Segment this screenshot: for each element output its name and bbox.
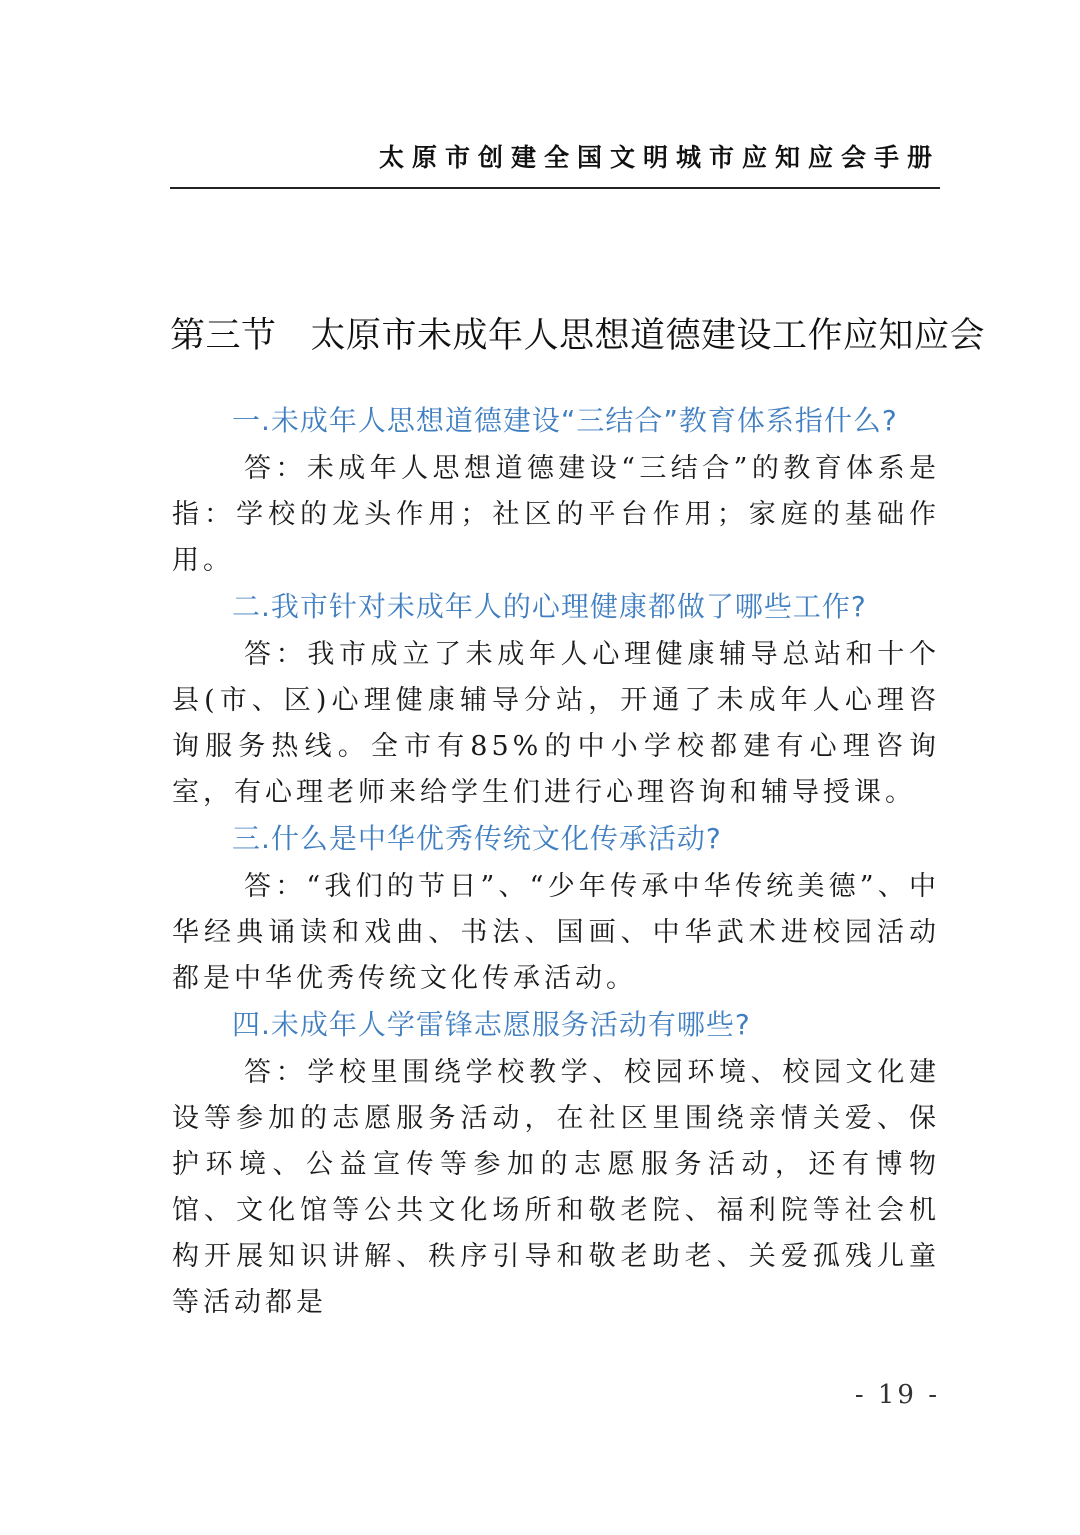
question-1: 一.未成年人思想道德建设“三结合”教育体系指什么? — [232, 404, 898, 437]
section-title — [170, 308, 986, 358]
question-2: 二.我市针对未成年人的心理健康都做了哪些工作? — [232, 590, 867, 623]
section-heading: 太原市未成年人思想道德建设工作应知应会 — [310, 316, 986, 357]
answer-1: 答：未成年人思想道德建设“三结合”的教育体系是指：学校的龙头作用；社区的平台作用；家庭的基础作用。 — [172, 453, 940, 576]
answer-2: 答：我市成立了未成年人心理健康辅导总站和十个县(市、区)心理健康辅导分站，开通了未成年人心理咨询服务热线。全市有85%的中小学校都建有心理咨询室，有心理老师来给学生们进行心理咨询和辅导授课。 — [172, 639, 940, 808]
running-header: 太原市创建全国文明城市应知应会手册 — [378, 143, 940, 172]
answer-3: 答：“我们的节日”、“少年传承中华传统美德”、中华经典诵读和戏曲、书法、国画、中华武术进校园活动都是中华优秀传统文化传承活动。 — [172, 871, 940, 994]
section-number: 第三节 — [170, 316, 277, 357]
answer-4: 答：学校里围绕学校教学、校园环境、校园文化建设等参加的志愿服务活动，在社区里围绕亲情关爱、保护环境、公益宣传等参加的志愿服务活动，还有博物馆、文化馆等公共文化场所和敬老院、福利院等社会机构开展知识讲解、秩序引导和敬老助老、关爱孤残儿童等活动都是 — [172, 1057, 940, 1318]
page-number: - 19 - — [854, 1380, 940, 1410]
question-3: 三.什么是中华优秀传统文化传承活动? — [232, 822, 722, 855]
qa-list — [172, 398, 940, 1326]
question-4: 四.未成年人学雷锋志愿服务活动有哪些? — [232, 1008, 751, 1041]
header-divider — [170, 187, 940, 189]
